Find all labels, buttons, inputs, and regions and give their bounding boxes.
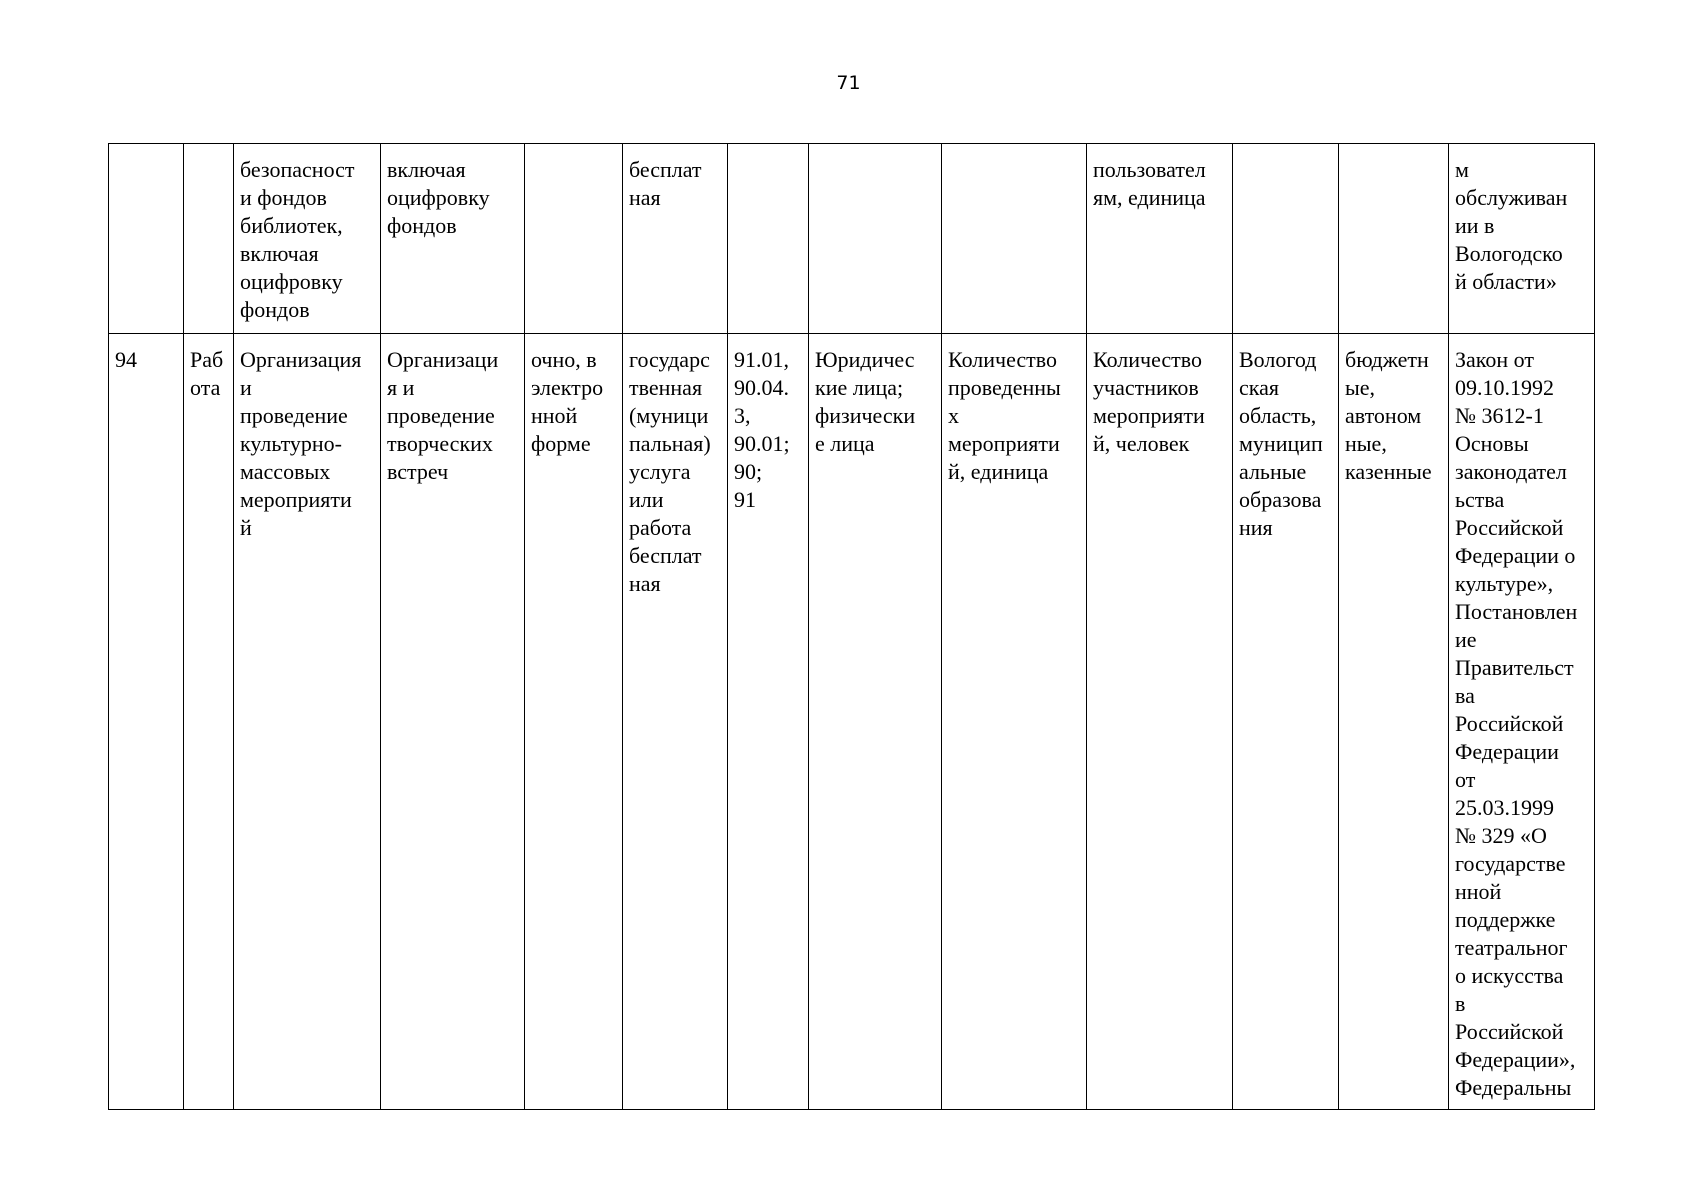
cell-territory: Вологод ская область, муницип альные образова ния (1233, 334, 1339, 1110)
cell-form (525, 144, 623, 334)
cell-content: включая оцифровку фондов (381, 144, 525, 334)
cell-number (109, 144, 184, 334)
cell-type (184, 144, 234, 334)
cell-payment: государс твенная (муници пальная) услуга или работа бесплат ная (623, 334, 728, 1110)
cell-institution-type (1339, 144, 1449, 334)
cell-payment: бесплат ная (623, 144, 728, 334)
cell-okved (728, 144, 809, 334)
cell-service-name: Организация и проведение культурно- массовых мероприяти й (234, 334, 381, 1110)
cell-service-name: безопасност и фондов библиотек, включая оцифровку фондов (234, 144, 381, 334)
cell-institution-type: бюджетн ые, автоном ные, казенные (1339, 334, 1449, 1110)
cell-number: 94 (109, 334, 184, 1110)
cell-content: Организаци я и проведение творческих встреч (381, 334, 525, 1110)
cell-okved: 91.01, 90.04. 3, 90.01; 90; 91 (728, 334, 809, 1110)
cell-volume-indicator: Количество проведенны х мероприяти й, единица (942, 334, 1087, 1110)
cell-quality-indicator: Количество участников мероприяти й, человек (1087, 334, 1233, 1110)
table-row-94 (109, 334, 1595, 1110)
cell-legal-basis: м обслуживан ии в Вологодско й области» (1449, 144, 1595, 334)
cell-legal-basis: Закон от 09.10.1992 № 3612-1 Основы законодател ьства Российской Федерации о культуре», Постановлен ие Правительст ва Российской Федерации от 25.03.1999 № 329 «О государстве нной поддержке театральног о искусства в Российской Федерации», Федеральны (1449, 334, 1595, 1110)
cell-form: очно, в электро нной форме (525, 334, 623, 1110)
cell-consumers (809, 144, 942, 334)
cell-volume-indicator (942, 144, 1087, 334)
registry-table (108, 143, 1595, 1110)
cell-type: Раб ота (184, 334, 234, 1110)
cell-territory (1233, 144, 1339, 334)
page-number: 71 (836, 72, 861, 94)
cell-quality-indicator: пользовател ям, единица (1087, 144, 1233, 334)
table-row-continuation (109, 144, 1595, 334)
cell-consumers: Юридичес кие лица; физически е лица (809, 334, 942, 1110)
